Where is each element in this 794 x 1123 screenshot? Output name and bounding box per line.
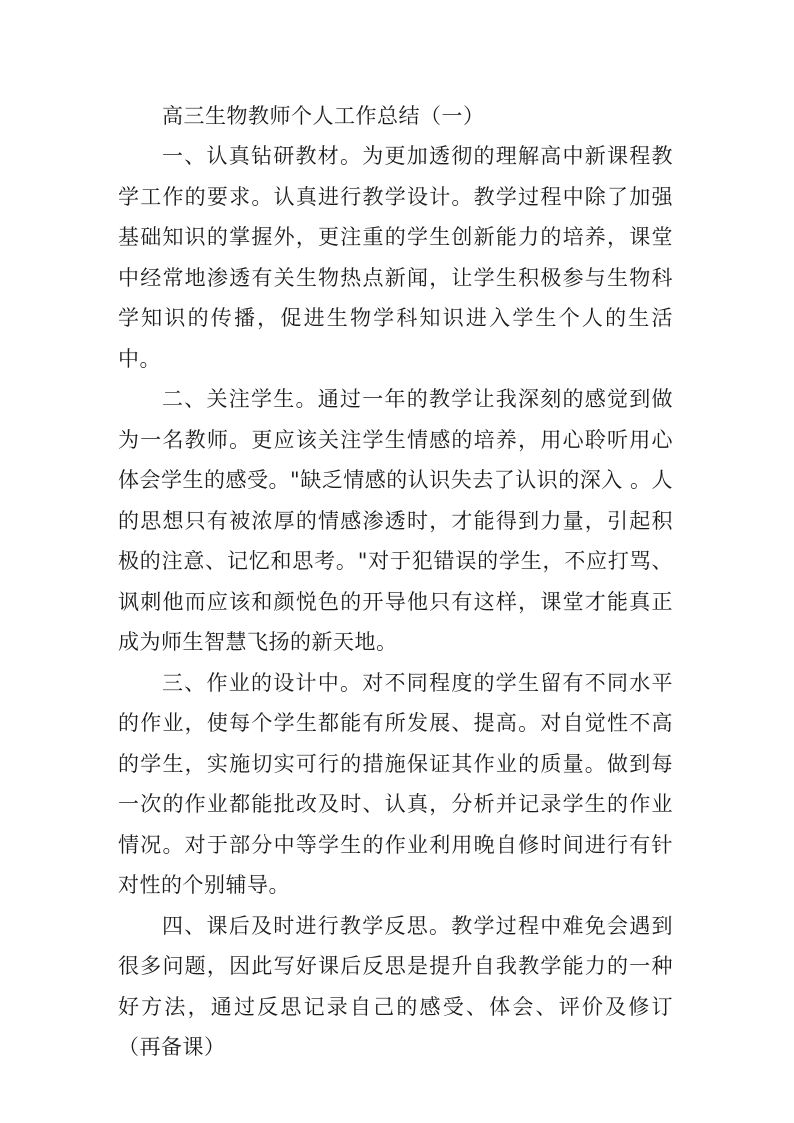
document-title: 高三生物教师个人工作总结（一） xyxy=(162,104,485,128)
document-body xyxy=(118,96,673,1068)
paragraph-4: 四、课后及时进行教学反思。教学过程中难免会遇到很多问题，因此写好课后反思是提升自我教学能力的一种好方法，通过反思记录自己的感受、体会、评价及修订（再备课） xyxy=(118,913,673,1059)
paragraph-2: 二、关注学生。通过一年的教学让我深刻的感觉到做为一名教师。更应该关注学生情感的培养，用心聆听用心体会学生的感受。"缺乏情感的认识失去了认识的深入 。人的思想只有被浓厚的情感渗透时，才能得到力量，引起积极的注意、记忆和思考。"对于犯错误的学生，不应打骂、讽刺他而应该和颜悦色的开导他只有这样，课堂才能真正成为师生智慧飞扬的新天地。 xyxy=(118,387,673,654)
paragraph-3: 三、作业的设计中。对不同程度的学生留有不同水平的作业，使每个学生都能有所发展、提高。对自觉性不高的学生，实施切实可行的措施保证其作业的质量。做到每一次的作业都能批改及时、认真，分析并记录学生的作业情况。对于部分中等学生的作业利用晚自修时间进行有针对性的个别辅导。 xyxy=(118,670,673,897)
paragraph-1: 一、认真钻研教材。为更加透彻的理解高中新课程教学工作的要求。认真进行教学设计。教学过程中除了加强基础知识的掌握外，更注重的学生创新能力的培养，课堂中经常地渗透有关生物热点新闻，让学生积极参与生物科学知识的传播，促进生物学科知识进入学生个人的生活中。 xyxy=(118,144,673,371)
